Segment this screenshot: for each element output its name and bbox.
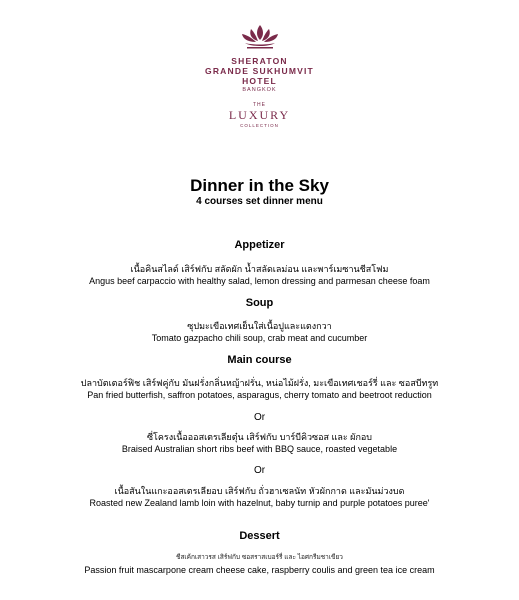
or-separator-1: Or [253,412,266,423]
main-option-3-english: Roasted new Zealand lamb loin with hazelnut, baby turnip and purple potatoes puree' [89,498,430,508]
hotel-name-line-2: GRANDE SUKHUMVIT [205,66,314,76]
appetizer-english: Angus beef carpaccio with healthy salad, lemon dressing and parmesan cheese foam [89,276,430,286]
hotel-name-line-3: HOTEL [242,76,277,86]
or-separator-2: Or [253,465,266,476]
main-option-1-thai: ปลาบัตเตอร์ฟิช เสิร์ฟคู่กับ มันฝรั่งกลิ่นหญ้าฝรั่น, หน่อไม้ฝรั่ง, มะเขือเทศเชอร์รี่ และ ซอสบีทรูท [80,378,439,388]
dessert-english: Passion fruit mascarpone cream cheese cake, raspberry coulis and green tea ice cream [84,565,435,575]
hotel-logo [0,24,519,128]
menu-subtitle: 4 courses set dinner menu [196,196,323,207]
dessert-thai: ชีสเค้กเสาวรส เสิร์ฟกับ ซอสราสเบอร์รี่ และ ไอศกรีมชาเขียว [176,554,343,561]
lotus-icon [237,24,283,50]
luxury-collection-subtitle: COLLECTION [240,123,279,128]
appetizer-heading: Appetizer [234,239,285,251]
main-option-2-english: Braised Australian short ribs beef with BBQ sauce, roasted vegetable [121,444,398,454]
menu-title: Dinner in the Sky [190,176,329,195]
main-option-2-thai: ซี่โครงเนื้อออสเตรเลียตุ๋น เสิร์ฟกับ บาร์บีคิวซอส และ ผักอบ [146,432,373,442]
hotel-name-line-1: SHERATON [231,56,288,66]
main-option-1-english: Pan fried butterfish, saffron potatoes, asparagus, cherry tomato and beetroot reduction [87,390,432,400]
hotel-city: BANGKOK [242,87,277,93]
soup-heading: Soup [245,297,274,309]
luxury-collection-the: THE [253,102,266,108]
appetizer-thai: เนื้อคินสไลด์ เสิร์ฟกับ สลัดผัก น้ำสลัดเลม่อน และพาร์เมซานชีสโฟม [130,264,389,274]
soup-thai: ซุปมะเขือเทศเย็นใส่เนื้อปูและแตงกวา [187,321,332,331]
luxury-collection-title: LUXURY [228,108,291,122]
main-course-heading: Main course [227,354,292,366]
dessert-heading: Dessert [239,530,280,542]
main-option-3-thai: เนื้อสันในแกะออสเตรเลียอบ เสิร์ฟกับ ถั่วฮาเซลนัท หัวผักกาด และมันม่วงบด [114,486,405,496]
soup-english: Tomato gazpacho chili soup, crab meat and cucumber [151,333,368,343]
